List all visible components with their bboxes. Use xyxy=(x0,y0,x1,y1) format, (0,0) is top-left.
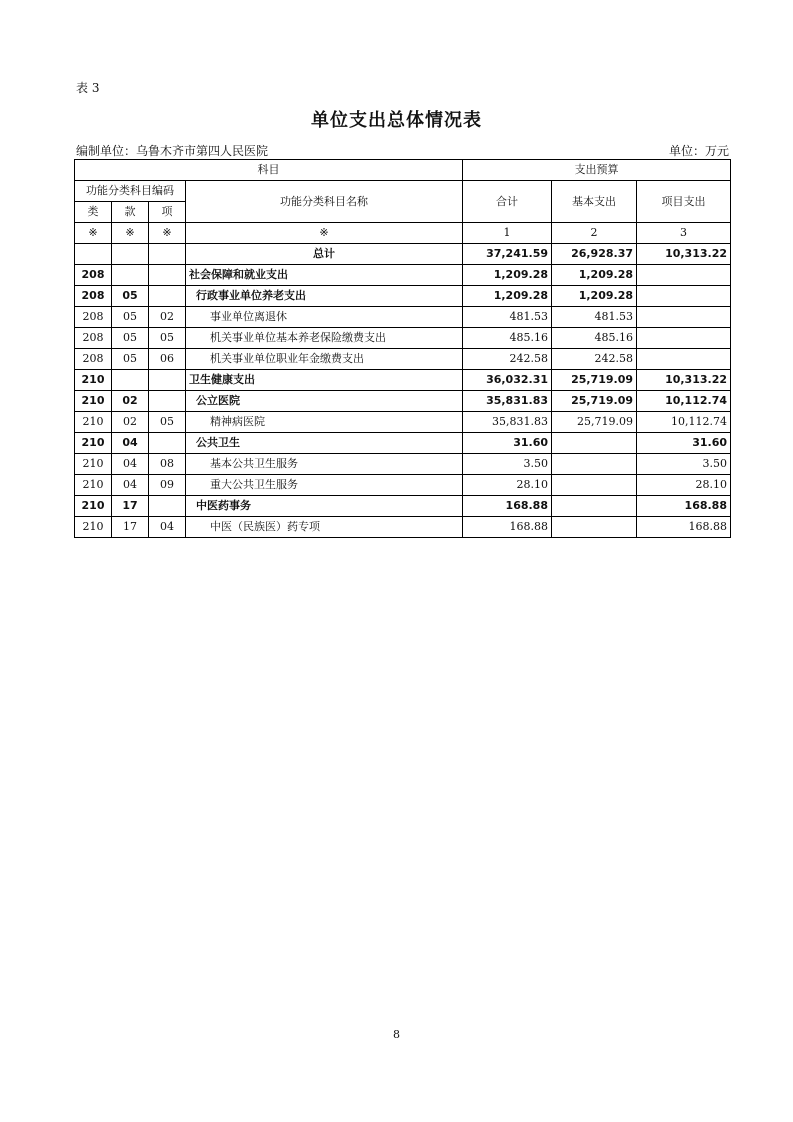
basic-cell xyxy=(552,475,637,496)
subject-name-cell: 基本公共卫生服务 xyxy=(186,454,463,475)
organization-label: 编制单位：乌鲁木齐市第四人民医院 xyxy=(76,144,269,158)
lei-cell: 210 xyxy=(75,496,112,517)
xiang-cell: 09 xyxy=(149,475,186,496)
table-row xyxy=(75,370,731,391)
page-title: 单位支出总体情况表 xyxy=(311,110,482,131)
mark-cell: ※ xyxy=(186,223,463,244)
table-row xyxy=(75,244,731,265)
name-header: 功能分类科目名称 xyxy=(186,181,463,223)
xiang-cell: 05 xyxy=(149,328,186,349)
mark-cell: ※ xyxy=(112,223,149,244)
subject-name-cell: 卫生健康支出 xyxy=(186,370,463,391)
subject-name-cell: 事业单位离退休 xyxy=(186,307,463,328)
basic-cell: 1,209.28 xyxy=(552,286,637,307)
basic-header: 基本支出 xyxy=(552,181,637,223)
lei-cell: 210 xyxy=(75,454,112,475)
table-row xyxy=(75,349,731,370)
lei-cell xyxy=(75,244,112,265)
total-cell: 168.88 xyxy=(463,496,552,517)
project-cell: 168.88 xyxy=(637,517,731,538)
lei-cell: 210 xyxy=(75,370,112,391)
kuan-cell: 04 xyxy=(112,475,149,496)
subject-header: 科目 xyxy=(75,160,463,181)
lei-cell: 210 xyxy=(75,391,112,412)
subject-name-cell: 中医药事务 xyxy=(186,496,463,517)
basic-cell xyxy=(552,496,637,517)
project-cell xyxy=(637,328,731,349)
subject-name-cell: 机关事业单位职业年金缴费支出 xyxy=(186,349,463,370)
total-header: 合计 xyxy=(463,181,552,223)
lei-cell: 210 xyxy=(75,517,112,538)
subject-name-cell: 重大公共卫生服务 xyxy=(186,475,463,496)
project-cell xyxy=(637,286,731,307)
kuan-cell xyxy=(112,370,149,391)
xiang-cell: 02 xyxy=(149,307,186,328)
lei-cell: 208 xyxy=(75,307,112,328)
total-cell: 481.53 xyxy=(463,307,552,328)
project-cell: 28.10 xyxy=(637,475,731,496)
project-cell xyxy=(637,349,731,370)
table-row xyxy=(75,412,731,433)
basic-cell: 25,719.09 xyxy=(552,370,637,391)
total-cell: 31.60 xyxy=(463,433,552,454)
total-cell: 36,032.31 xyxy=(463,370,552,391)
project-cell: 31.60 xyxy=(637,433,731,454)
table-row xyxy=(75,286,731,307)
lei-cell: 208 xyxy=(75,286,112,307)
table-row xyxy=(75,496,731,517)
unit-label: 单位：万元 xyxy=(668,144,729,158)
table-row xyxy=(75,328,731,349)
total-cell: 1,209.28 xyxy=(463,286,552,307)
xiang-cell xyxy=(149,391,186,412)
xiang-cell xyxy=(149,433,186,454)
kuan-cell: 04 xyxy=(112,433,149,454)
lei-cell: 210 xyxy=(75,433,112,454)
kuan-cell: 05 xyxy=(112,286,149,307)
table-row xyxy=(75,265,731,286)
page-number: 8 xyxy=(393,1028,400,1041)
basic-cell: 25,719.09 xyxy=(552,391,637,412)
total-cell: 242.58 xyxy=(463,349,552,370)
subject-name-cell: 社会保障和就业支出 xyxy=(186,265,463,286)
subject-name-cell: 行政事业单位养老支出 xyxy=(186,286,463,307)
kuan-cell: 05 xyxy=(112,349,149,370)
lei-cell: 208 xyxy=(75,328,112,349)
basic-cell: 26,928.37 xyxy=(552,244,637,265)
col-index-2: 2 xyxy=(552,223,637,244)
basic-cell: 25,719.09 xyxy=(552,412,637,433)
total-cell: 28.10 xyxy=(463,475,552,496)
kuan-cell: 05 xyxy=(112,307,149,328)
basic-cell: 481.53 xyxy=(552,307,637,328)
basic-cell xyxy=(552,517,637,538)
xiang-cell xyxy=(149,496,186,517)
kuan-cell: 04 xyxy=(112,454,149,475)
project-cell: 10,313.22 xyxy=(637,244,731,265)
header-row-4 xyxy=(75,223,731,244)
project-cell xyxy=(637,265,731,286)
basic-cell: 485.16 xyxy=(552,328,637,349)
xiang-cell xyxy=(149,265,186,286)
lei-cell: 208 xyxy=(75,349,112,370)
col-index-3: 3 xyxy=(637,223,731,244)
table-row xyxy=(75,517,731,538)
project-cell: 10,313.22 xyxy=(637,370,731,391)
header-row-2 xyxy=(75,181,731,202)
lei-header: 类 xyxy=(75,202,112,223)
total-cell: 168.88 xyxy=(463,517,552,538)
kuan-cell: 17 xyxy=(112,496,149,517)
table-row xyxy=(75,454,731,475)
total-cell: 37,241.59 xyxy=(463,244,552,265)
basic-cell xyxy=(552,433,637,454)
header-row-1 xyxy=(75,160,731,181)
kuan-cell: 17 xyxy=(112,517,149,538)
mark-cell: ※ xyxy=(75,223,112,244)
subject-name-cell: 公立医院 xyxy=(186,391,463,412)
xiang-cell: 05 xyxy=(149,412,186,433)
basic-cell: 242.58 xyxy=(552,349,637,370)
total-cell: 35,831.83 xyxy=(463,391,552,412)
budget-header: 支出预算 xyxy=(463,160,731,181)
basic-cell: 1,209.28 xyxy=(552,265,637,286)
subject-name-cell: 总计 xyxy=(186,244,463,265)
xiang-cell xyxy=(149,244,186,265)
total-cell: 35,831.83 xyxy=(463,412,552,433)
subject-name-cell: 精神病医院 xyxy=(186,412,463,433)
kuan-cell xyxy=(112,265,149,286)
xiang-cell: 08 xyxy=(149,454,186,475)
kuan-cell: 02 xyxy=(112,391,149,412)
subject-name-cell: 机关事业单位基本养老保险缴费支出 xyxy=(186,328,463,349)
xiang-cell xyxy=(149,370,186,391)
kuan-cell xyxy=(112,244,149,265)
project-header: 项目支出 xyxy=(637,181,731,223)
xiang-cell xyxy=(149,286,186,307)
xiang-cell: 06 xyxy=(149,349,186,370)
project-cell: 168.88 xyxy=(637,496,731,517)
project-cell: 10,112.74 xyxy=(637,412,731,433)
total-cell: 485.16 xyxy=(463,328,552,349)
subject-name-cell: 中医（民族医）药专项 xyxy=(186,517,463,538)
mark-cell: ※ xyxy=(149,223,186,244)
basic-cell xyxy=(552,454,637,475)
subject-name-cell: 公共卫生 xyxy=(186,433,463,454)
total-cell: 1,209.28 xyxy=(463,265,552,286)
table-row xyxy=(75,307,731,328)
table-number-label: 表 3 xyxy=(76,81,100,95)
project-cell xyxy=(637,307,731,328)
col-index-1: 1 xyxy=(463,223,552,244)
code-group-header: 功能分类科目编码 xyxy=(75,181,186,202)
project-cell: 3.50 xyxy=(637,454,731,475)
table-row xyxy=(75,391,731,412)
expenditure-table xyxy=(74,159,731,538)
xiang-header: 项 xyxy=(149,202,186,223)
table-row xyxy=(75,475,731,496)
lei-cell: 210 xyxy=(75,475,112,496)
kuan-cell: 02 xyxy=(112,412,149,433)
lei-cell: 210 xyxy=(75,412,112,433)
project-cell: 10,112.74 xyxy=(637,391,731,412)
kuan-header: 款 xyxy=(112,202,149,223)
lei-cell: 208 xyxy=(75,265,112,286)
table-row xyxy=(75,433,731,454)
total-cell: 3.50 xyxy=(463,454,552,475)
kuan-cell: 05 xyxy=(112,328,149,349)
xiang-cell: 04 xyxy=(149,517,186,538)
